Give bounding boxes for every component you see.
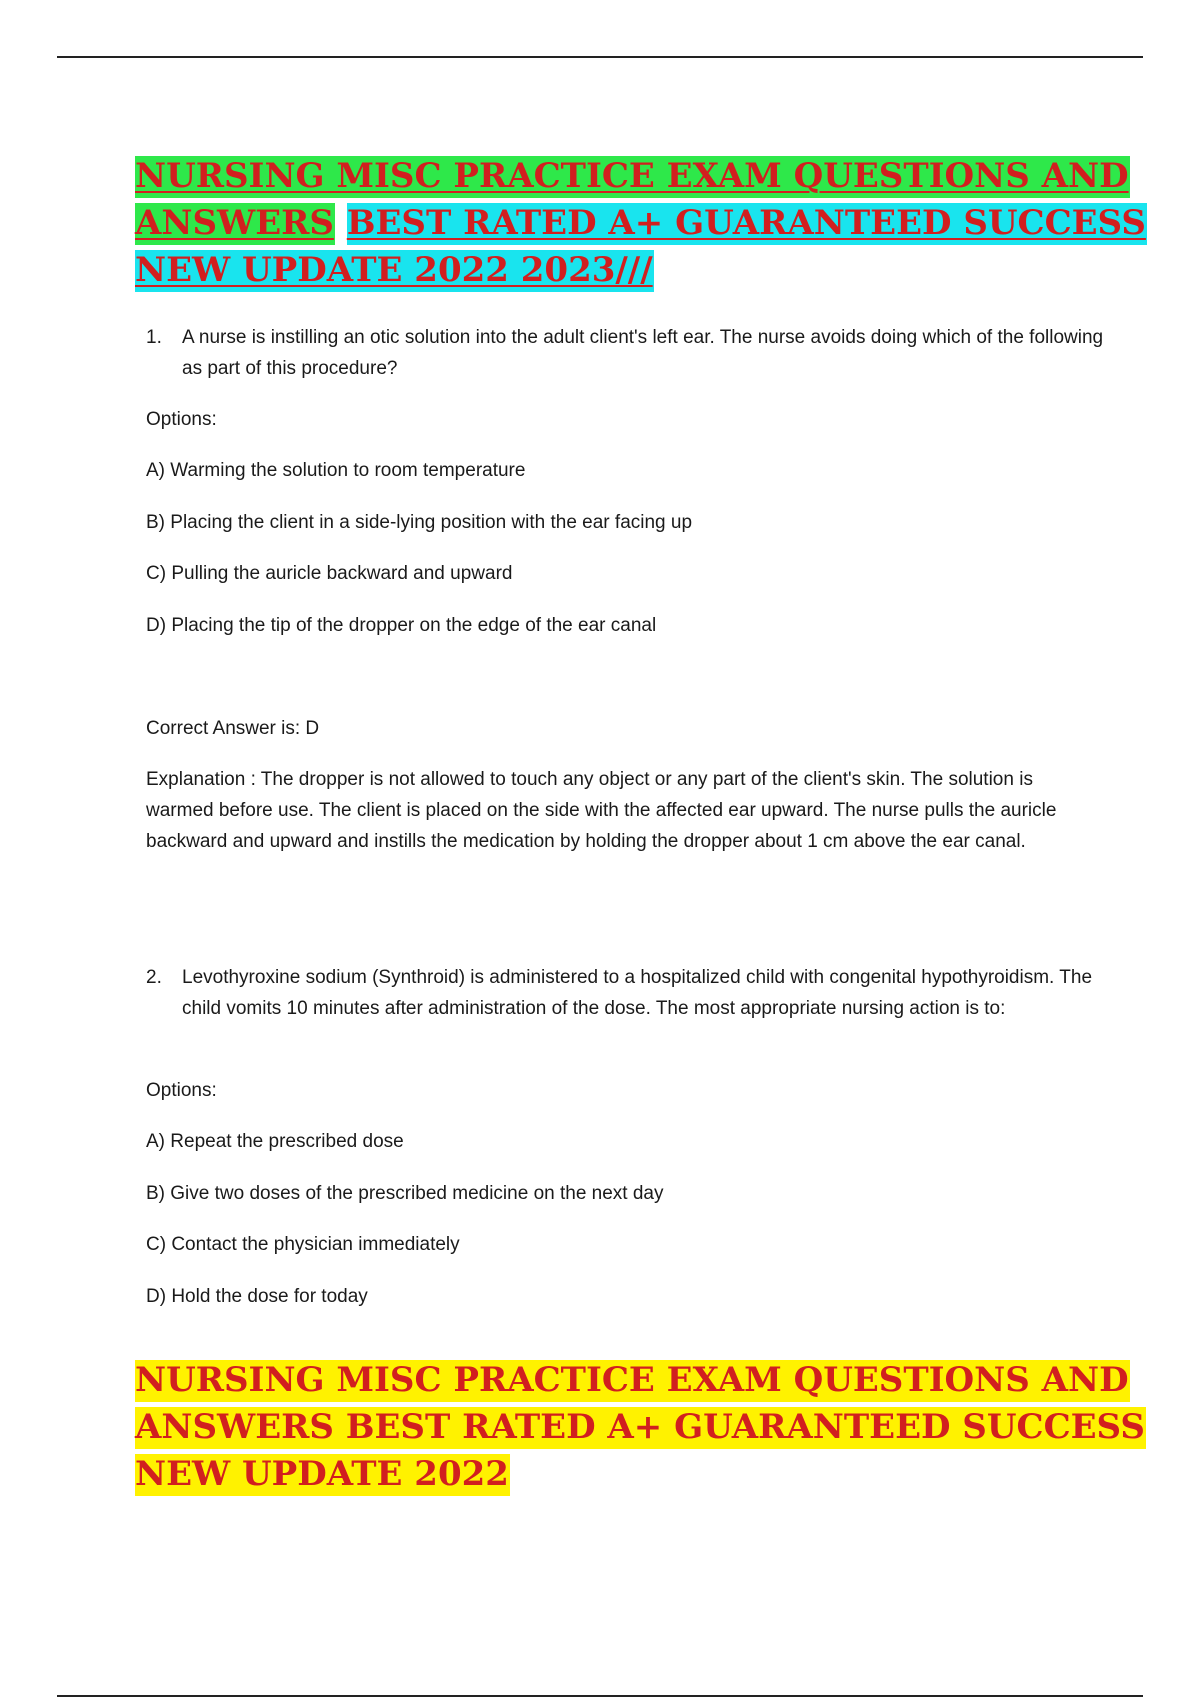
option-d: D) Placing the tip of the dropper on the edge of the ear canal	[146, 615, 657, 636]
options-label: Options:	[146, 409, 217, 430]
option-c: C) Contact the physician immediately	[146, 1234, 460, 1255]
title-line-2-highlight-cyan: BEST RATED A+ GUARANTEED SUCCESS	[346, 203, 1146, 243]
options-label: Options:	[146, 1080, 217, 1101]
question-text: Levothyroxine sodium (Synthroid) is administered to a hospitalized child with congenital hypothyroidism. The child vomits 10 minutes after administration of the dose. The most appropriate nursing action is to:	[182, 967, 1093, 1019]
footer-title	[135, 1357, 1145, 1498]
title-line-1: NURSING MISC PRACTICE EXAM QUESTIONS AND	[135, 156, 1129, 196]
top-divider	[57, 56, 1143, 58]
option-a: A) Repeat the prescribed dose	[146, 1131, 404, 1152]
document-title	[135, 153, 1146, 294]
title-line-2-highlight-green: ANSWERS	[135, 203, 334, 243]
question-2	[146, 962, 1106, 1024]
footer-title-line-1: NURSING MISC PRACTICE EXAM QUESTIONS AND	[135, 1360, 1129, 1400]
footer-title-line-3: NEW UPDATE 2022	[135, 1454, 509, 1494]
question-number: 2.	[146, 967, 162, 988]
footer-title-line-2: ANSWERS BEST RATED A+ GUARANTEED SUCCESS	[135, 1407, 1145, 1447]
option-a: A) Warming the solution to room temperature	[146, 460, 526, 481]
question-1	[146, 322, 1106, 384]
option-c: C) Pulling the auricle backward and upward	[146, 563, 513, 584]
question-number: 1.	[146, 327, 162, 348]
title-line-3: NEW UPDATE 2022 2023///	[135, 250, 653, 290]
option-d: D) Hold the dose for today	[146, 1286, 368, 1307]
question-text: A nurse is instilling an otic solution into the adult client's left ear. The nurse avoids doing which of the following as part of this procedure?	[182, 327, 1104, 379]
option-b: B) Give two doses of the prescribed medicine on the next day	[146, 1183, 664, 1204]
bottom-divider	[57, 1695, 1143, 1697]
correct-answer: Correct Answer is: D	[146, 718, 320, 739]
option-b: B) Placing the client in a side-lying position with the ear facing up	[146, 512, 693, 533]
explanation: Explanation : The dropper is not allowed to touch any object or any part of the client's skin. The solution is warmed before use. The client is placed on the side with the affected ear upward. The nurse pulls the auricle backward and upward and instills the medication by holding the dropper about 1 cm above the ear canal.	[146, 769, 1057, 852]
